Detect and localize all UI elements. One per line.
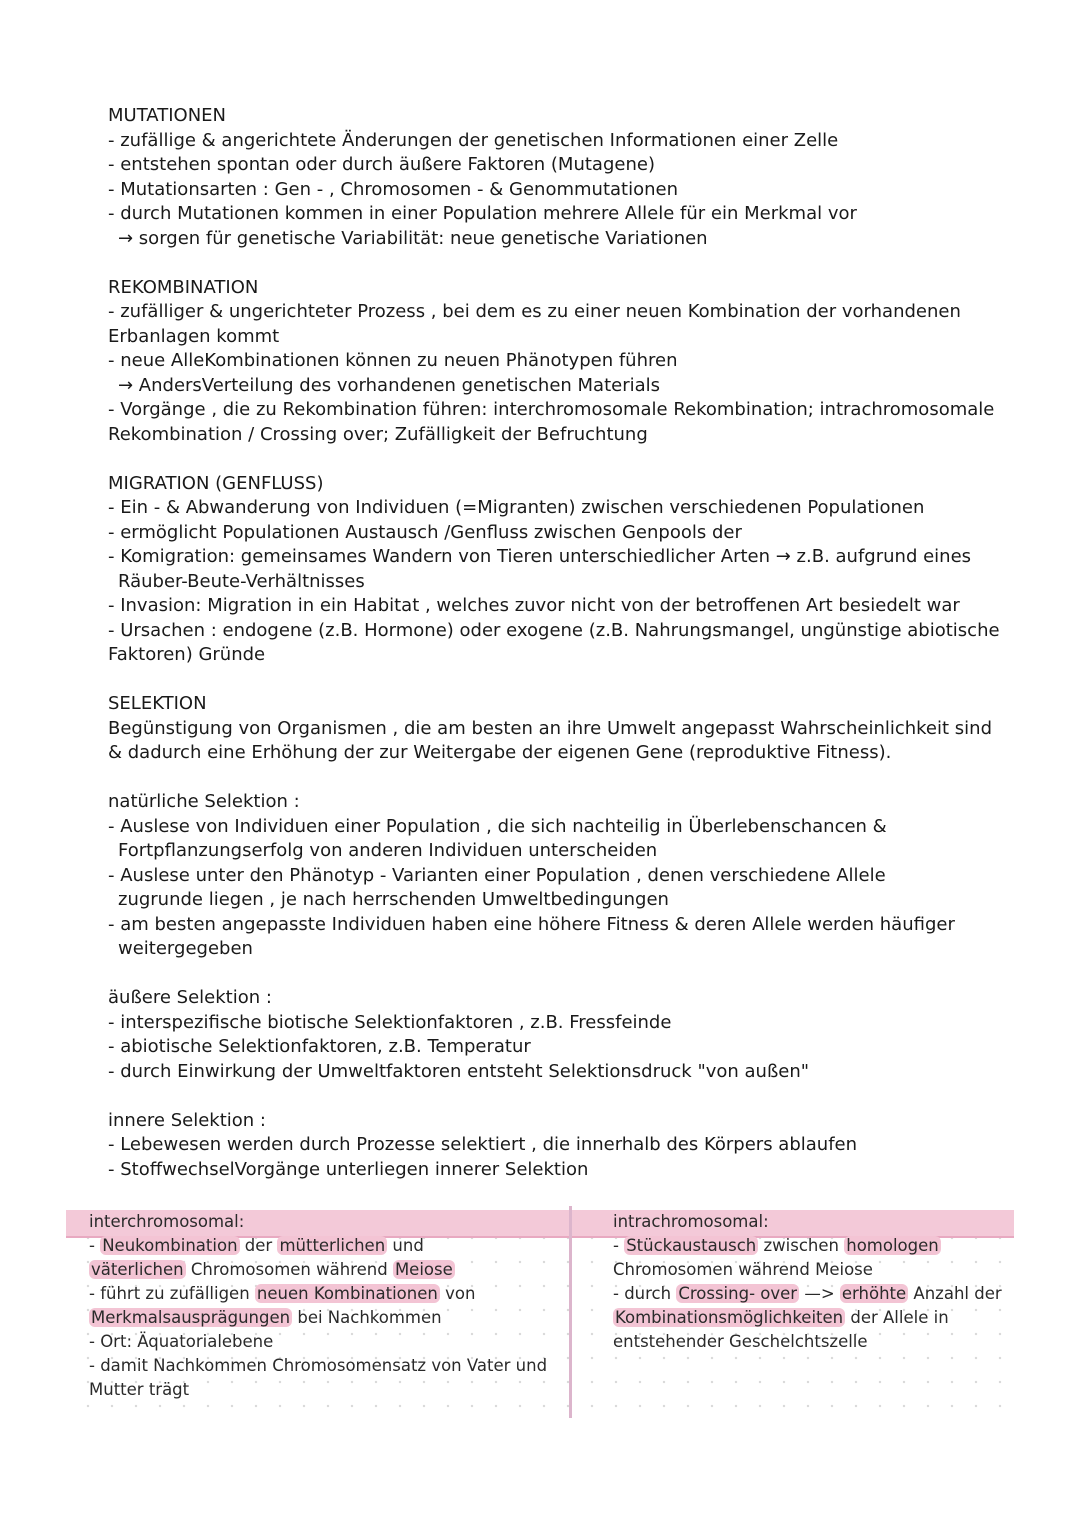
section-line: - entstehen spontan oder durch äußere Faktoren (Mutagene) — [108, 154, 655, 175]
section-title: äußere Selektion : — [108, 987, 272, 1008]
left-column-line — [89, 1234, 559, 1258]
line-text: der Allele in — [845, 1308, 949, 1327]
section-line: weitergegeben — [118, 938, 253, 959]
section-line: Begünstigung von Organismen , die am besten an ihre Umwelt angepasst Wahrscheinlichkeit sind — [108, 717, 993, 739]
left-column-line — [89, 1258, 559, 1282]
line-text: und — [387, 1236, 424, 1255]
right-column-line — [613, 1234, 1003, 1258]
highlighted-term: Crossing- over — [678, 1284, 798, 1303]
interchromosomal-column — [89, 1210, 559, 1402]
section-line: - Mutationsarten : Gen - , Chromosomen - & Genommutationen — [108, 178, 679, 200]
line-text: der — [239, 1236, 278, 1255]
highlighted-term: neuen Kombinationen — [256, 1284, 438, 1303]
section-line: - neue AlleKombinationen können zu neuen Phänotypen führen — [108, 350, 678, 371]
section-3 — [108, 692, 1028, 766]
handwritten-notes — [66, 1196, 1014, 1426]
highlighted-term: Meiose — [394, 1260, 453, 1279]
notes-text — [108, 104, 1028, 1207]
line-text: Chromosomen während — [185, 1260, 393, 1279]
right-column-title: intrachromosomal: — [613, 1212, 769, 1231]
section-1 — [108, 276, 1028, 448]
section-line: → sorgen für genetische Variabilität: neue genetische Variationen — [118, 227, 708, 249]
left-column-line — [89, 1282, 559, 1306]
column-divider — [569, 1206, 572, 1418]
section-line: - Auslese unter den Phänotyp - Varianten einer Population , denen verschiedene Allele — [108, 864, 886, 886]
left-column-line — [89, 1306, 559, 1330]
line-text: Mutter trägt — [89, 1380, 190, 1399]
section-title: MUTATIONEN — [108, 105, 226, 126]
section-line: Fortpflanzungserfolg von anderen Individuen unterscheiden — [118, 840, 658, 861]
left-column-title: interchromosomal: — [89, 1212, 245, 1231]
left-column-line — [89, 1354, 559, 1378]
section-line: & dadurch eine Erhöhung der zur Weitergabe der eigenen Gene (reproduktive Fitness). — [108, 742, 892, 763]
highlighted-term: Stückaustausch — [626, 1236, 757, 1255]
line-text: - Ort: Äquatorialebene — [89, 1332, 274, 1351]
section-5 — [108, 986, 1028, 1084]
section-title: innere Selektion : — [108, 1109, 266, 1131]
section-6 — [108, 1109, 1028, 1183]
section-line: - durch Mutationen kommen in einer Population mehrere Allele für ein Merkmal vor — [108, 203, 857, 224]
section-line: Erbanlagen kommt — [108, 325, 280, 347]
section-line: - Vorgänge , die zu Rekombination führen: interchromosomale Rekombination; intrachromosomale — [108, 399, 995, 420]
line-text: Anzahl der — [908, 1284, 1002, 1303]
section-title: REKOMBINATION — [108, 276, 259, 298]
section-line: - Ursachen : endogene (z.B. Hormone) oder exogene (z.B. Nahrungsmangel, ungünstige abiotische — [108, 619, 1000, 641]
section-line: - zufälliger & ungerichteter Prozess , bei dem es zu einer neuen Kombination der vorhandenen — [108, 301, 961, 322]
highlighted-term: erhöhte — [841, 1284, 907, 1303]
line-text: Chromosomen während Meiose — [613, 1260, 873, 1279]
section-title: natürliche Selektion : — [108, 791, 300, 812]
right-column-line — [613, 1330, 1003, 1354]
highlighted-term: Merkmalsausprägungen — [91, 1308, 291, 1327]
section-line: - Invasion: Migration in ein Habitat , welches zuvor nicht von der betroffenen Art besiedelt war — [108, 595, 960, 616]
section-line: Räuber-Beute-Verhältnisses — [118, 570, 365, 592]
right-column-line — [613, 1282, 1003, 1306]
section-line: - interspezifische biotische Selektionfaktoren , z.B. Fressfeinde — [108, 1011, 672, 1033]
left-column-line — [89, 1330, 559, 1354]
line-text: —> — [799, 1284, 840, 1303]
section-line: - zufällige & angerichtete Änderungen der genetischen Informationen einer Zelle — [108, 129, 839, 151]
right-column-line — [613, 1258, 1003, 1282]
left-column-line — [89, 1378, 559, 1402]
highlighted-term: homologen — [846, 1236, 939, 1255]
section-line: Faktoren) Gründe — [108, 644, 266, 665]
section-line: - Komigration: gemeinsames Wandern von Tieren unterschiedlicher Arten → z.B. aufgrund eines — [108, 546, 972, 567]
highlighted-term: mütterlichen — [279, 1236, 386, 1255]
section-line: - durch Einwirkung der Umweltfaktoren entsteht Selektionsdruck "von außen" — [108, 1060, 810, 1082]
line-text: zwischen — [758, 1236, 845, 1255]
section-line: - Auslese von Individuen einer Population , die sich nachteilig in Überlebenschancen & — [108, 815, 887, 837]
section-line: Rekombination / Crossing over; Zufälligkeit der Befruchtung — [108, 423, 648, 445]
section-line: - Ein - & Abwanderung von Individuen (=Migranten) zwischen verschiedenen Populationen — [108, 497, 925, 518]
line-text: - — [89, 1236, 101, 1255]
section-line: - Lebewesen werden durch Prozesse selektiert , die innerhalb des Körpers ablaufen — [108, 1134, 858, 1155]
line-text: bei Nachkommen — [292, 1308, 442, 1327]
highlighted-term: Neukombination — [102, 1236, 238, 1255]
right-column-line — [613, 1306, 1003, 1330]
line-text: von — [439, 1284, 476, 1303]
highlighted-term: Kombinationsmöglichkeiten — [615, 1308, 844, 1327]
line-text: - führt zu zufälligen — [89, 1284, 255, 1303]
section-line: - abiotische Selektionfaktoren, z.B. Temperatur — [108, 1036, 531, 1057]
line-text: - durch — [613, 1284, 677, 1303]
section-line: - StoffwechselVorgänge unterliegen innerer Selektion — [108, 1158, 589, 1180]
section-title: SELEKTION — [108, 693, 207, 714]
line-text: - — [613, 1236, 625, 1255]
section-line: zugrunde liegen , je nach herrschenden Umweltbedingungen — [118, 889, 669, 910]
highlighted-term: väterlichen — [91, 1260, 184, 1279]
section-line: - ermöglicht Populationen Austausch /Genfluss zwischen Genpools der — [108, 521, 742, 543]
line-text: - damit Nachkommen Chromosomensatz von Vater und — [89, 1356, 548, 1375]
section-2 — [108, 472, 1028, 668]
line-text: entstehender Geschelchtszelle — [613, 1332, 868, 1351]
section-0 — [108, 104, 1028, 251]
intrachromosomal-column — [613, 1210, 1003, 1354]
section-line: - am besten angepasste Individuen haben eine höhere Fitness & deren Allele werden häufiger — [108, 913, 955, 935]
section-line: → AndersVerteilung des vorhandenen genetischen Materials — [118, 374, 661, 396]
section-title: MIGRATION (GENFLUSS) — [108, 472, 324, 494]
section-4 — [108, 790, 1028, 962]
